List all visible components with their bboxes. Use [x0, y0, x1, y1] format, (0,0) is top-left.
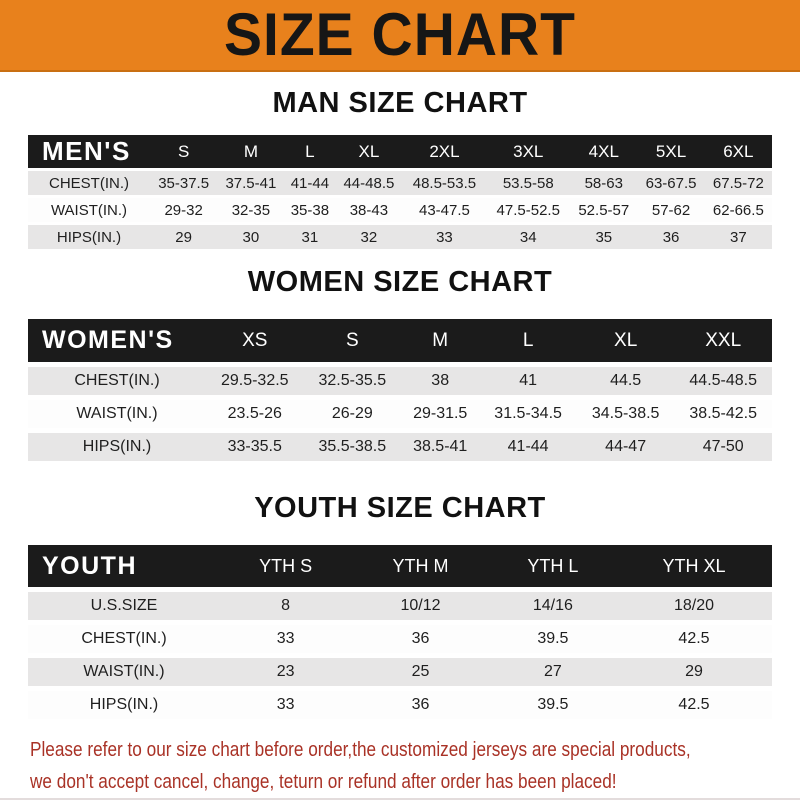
size-cell: 33-35.5	[206, 433, 304, 461]
size-cell: 36	[351, 691, 490, 719]
size-cell: 8	[220, 592, 351, 620]
size-cell: 38-43	[335, 198, 402, 222]
table-row	[28, 171, 772, 195]
size-cell: 29-31.5	[401, 400, 479, 428]
column-header: M	[217, 135, 284, 168]
size-cell: 37	[705, 225, 772, 249]
page-title: SIZE CHART	[224, 1, 576, 69]
size-cell: 10/12	[351, 592, 490, 620]
row-label: U.S.SIZE	[28, 592, 220, 620]
size-cell: 63-67.5	[637, 171, 704, 195]
table-corner-label: YOUTH	[28, 545, 220, 587]
size-cell: 41-44	[285, 171, 336, 195]
column-header: 2XL	[403, 135, 487, 168]
row-label: CHEST(IN.)	[28, 367, 206, 395]
size-cell: 39.5	[490, 691, 616, 719]
size-cell: 32.5-35.5	[304, 367, 402, 395]
table-corner-label: MEN'S	[28, 135, 150, 168]
section-men	[0, 87, 800, 252]
size-cell: 37.5-41	[217, 171, 284, 195]
table-header-row	[28, 545, 772, 587]
size-cell: 53.5-58	[486, 171, 570, 195]
column-header: XXL	[674, 319, 772, 362]
column-header: S	[304, 319, 402, 362]
column-header: 5XL	[637, 135, 704, 168]
table-header-row	[28, 135, 772, 168]
column-header: YTH L	[490, 545, 616, 587]
size-cell: 38	[401, 367, 479, 395]
size-cell: 23.5-26	[206, 400, 304, 428]
size-cell: 47.5-52.5	[486, 198, 570, 222]
size-cell: 36	[351, 625, 490, 653]
women-table	[28, 314, 772, 466]
disclaimer-line-2: we don't accept cancel, change, teturn or refund after order has been placed!	[30, 771, 617, 793]
size-cell: 26-29	[304, 400, 402, 428]
table-row	[28, 658, 772, 686]
size-cell: 35-37.5	[150, 171, 217, 195]
section-youth	[0, 492, 800, 724]
table-row	[28, 400, 772, 428]
column-header: 4XL	[570, 135, 637, 168]
column-header: YTH XL	[616, 545, 772, 587]
size-cell: 35	[570, 225, 637, 249]
size-cell: 33	[220, 625, 351, 653]
size-cell: 23	[220, 658, 351, 686]
section-women	[0, 266, 800, 466]
column-header: YTH M	[351, 545, 490, 587]
size-cell: 58-63	[570, 171, 637, 195]
column-header: M	[401, 319, 479, 362]
size-cell: 27	[490, 658, 616, 686]
row-label: HIPS(IN.)	[28, 691, 220, 719]
size-cell: 39.5	[490, 625, 616, 653]
size-cell: 33	[220, 691, 351, 719]
column-header: XL	[335, 135, 402, 168]
table-row	[28, 367, 772, 395]
table-row	[28, 198, 772, 222]
column-header: YTH S	[220, 545, 351, 587]
row-label: WAIST(IN.)	[28, 658, 220, 686]
row-label: CHEST(IN.)	[28, 625, 220, 653]
youth-section-heading: YOUTH SIZE CHART	[254, 492, 546, 524]
size-cell: 42.5	[616, 691, 772, 719]
row-label: CHEST(IN.)	[28, 171, 150, 195]
column-header: 6XL	[705, 135, 772, 168]
size-cell: 62-66.5	[705, 198, 772, 222]
size-cell: 35-38	[285, 198, 336, 222]
youth-size-table	[28, 540, 772, 724]
disclaimer-line-1: Please refer to our size chart before order,the customized jerseys are special products,	[30, 739, 691, 761]
footer-disclaimer	[30, 734, 800, 798]
table-row	[28, 225, 772, 249]
size-cell: 44.5-48.5	[674, 367, 772, 395]
size-cell: 41-44	[479, 433, 577, 461]
table-header-row	[28, 319, 772, 362]
women-size-table	[28, 314, 772, 466]
youth-table	[28, 540, 772, 724]
size-cell: 34.5-38.5	[577, 400, 675, 428]
size-cell: 38.5-41	[401, 433, 479, 461]
table-row	[28, 691, 772, 719]
size-cell: 33	[403, 225, 487, 249]
size-cell: 35.5-38.5	[304, 433, 402, 461]
column-header: XS	[206, 319, 304, 362]
row-label: HIPS(IN.)	[28, 225, 150, 249]
men-size-table	[28, 132, 772, 252]
men-table	[28, 132, 772, 252]
size-cell: 29.5-32.5	[206, 367, 304, 395]
size-cell: 18/20	[616, 592, 772, 620]
size-cell: 14/16	[490, 592, 616, 620]
table-row	[28, 433, 772, 461]
size-cell: 57-62	[637, 198, 704, 222]
column-header: S	[150, 135, 217, 168]
size-cell: 52.5-57	[570, 198, 637, 222]
size-cell: 67.5-72	[705, 171, 772, 195]
size-cell: 29	[616, 658, 772, 686]
column-header: L	[285, 135, 336, 168]
size-cell: 44.5	[577, 367, 675, 395]
size-cell: 47-50	[674, 433, 772, 461]
column-header: 3XL	[486, 135, 570, 168]
size-cell: 42.5	[616, 625, 772, 653]
size-cell: 44-47	[577, 433, 675, 461]
size-cell: 29-32	[150, 198, 217, 222]
size-cell: 44-48.5	[335, 171, 402, 195]
size-cell: 34	[486, 225, 570, 249]
size-cell: 31.5-34.5	[479, 400, 577, 428]
size-cell: 31	[285, 225, 336, 249]
men-section-heading: MAN SIZE CHART	[272, 87, 528, 119]
size-cell: 36	[637, 225, 704, 249]
row-label: WAIST(IN.)	[28, 400, 206, 428]
table-corner-label: WOMEN'S	[28, 319, 206, 362]
column-header: L	[479, 319, 577, 362]
size-cell: 38.5-42.5	[674, 400, 772, 428]
size-cell: 29	[150, 225, 217, 249]
women-section-heading: WOMEN SIZE CHART	[247, 266, 553, 298]
size-cell: 48.5-53.5	[403, 171, 487, 195]
size-cell: 43-47.5	[403, 198, 487, 222]
column-header: XL	[577, 319, 675, 362]
size-cell: 32-35	[217, 198, 284, 222]
banner	[0, 0, 800, 72]
size-cell: 25	[351, 658, 490, 686]
size-cell: 41	[479, 367, 577, 395]
row-label: HIPS(IN.)	[28, 433, 206, 461]
row-label: WAIST(IN.)	[28, 198, 150, 222]
size-cell: 32	[335, 225, 402, 249]
table-row	[28, 625, 772, 653]
table-row	[28, 592, 772, 620]
size-cell: 30	[217, 225, 284, 249]
